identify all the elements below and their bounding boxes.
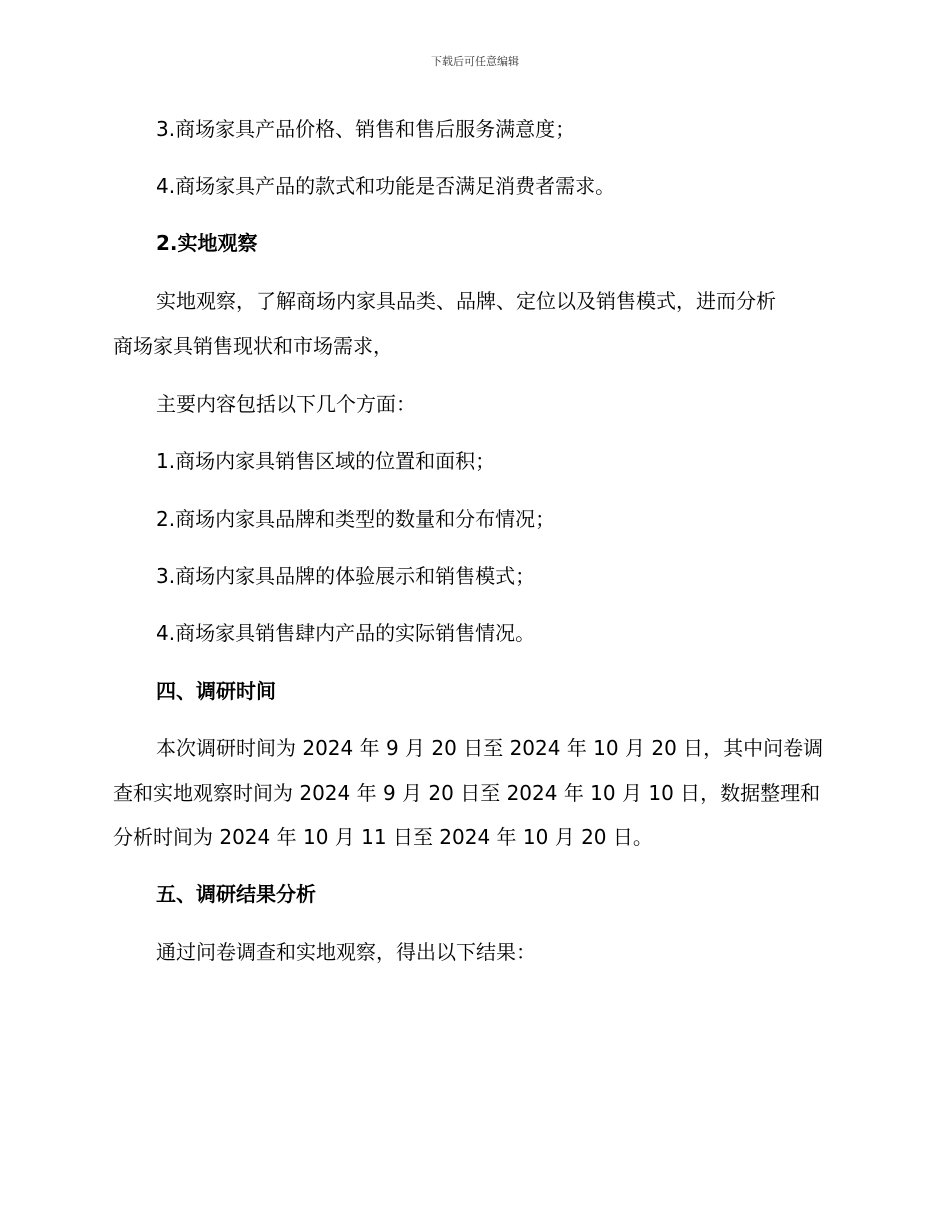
list-item: 2.商场内家具品牌和类型的数量和分布情况；: [156, 507, 556, 531]
paragraph-line: 通过问卷调查和实地观察，得出以下结果：: [156, 940, 536, 964]
section-heading: 四、调研时间: [156, 679, 276, 703]
section-heading: 五、调研结果分析: [156, 882, 316, 906]
section-heading: 2.实地观察: [156, 231, 258, 255]
paragraph-line: 商场家具销售现状和市场需求，: [113, 334, 393, 358]
page-header: 下载后可任意编辑: [431, 55, 519, 68]
list-item: 4.商场家具产品的款式和功能是否满足消费者需求。: [156, 174, 616, 198]
list-item: 4.商场家具销售肆内产品的实际销售情况。: [156, 621, 536, 645]
list-item: 3.商场内家具品牌的体验展示和销售模式；: [156, 564, 536, 588]
paragraph-line: 查和实地观察时间为 2024 年 9 月 20 日至 2024 年 10 月 10 日，数据整理和: [113, 781, 821, 805]
list-item: 1.商场内家具销售区域的位置和面积；: [156, 449, 496, 473]
list-item: 3.商场家具产品价格、销售和售后服务满意度；: [156, 117, 576, 141]
paragraph-line: 实地观察，了解商场内家具品类、品牌、定位以及销售模式，进而分析: [156, 289, 776, 313]
paragraph-line: 主要内容包括以下几个方面：: [156, 392, 416, 416]
paragraph-line: 分析时间为 2024 年 10 月 11 日至 2024 年 10 月 20 日。: [113, 825, 653, 849]
paragraph-line: 本次调研时间为 2024 年 9 月 20 日至 2024 年 10 月 20 日，其中问卷调: [156, 736, 824, 760]
